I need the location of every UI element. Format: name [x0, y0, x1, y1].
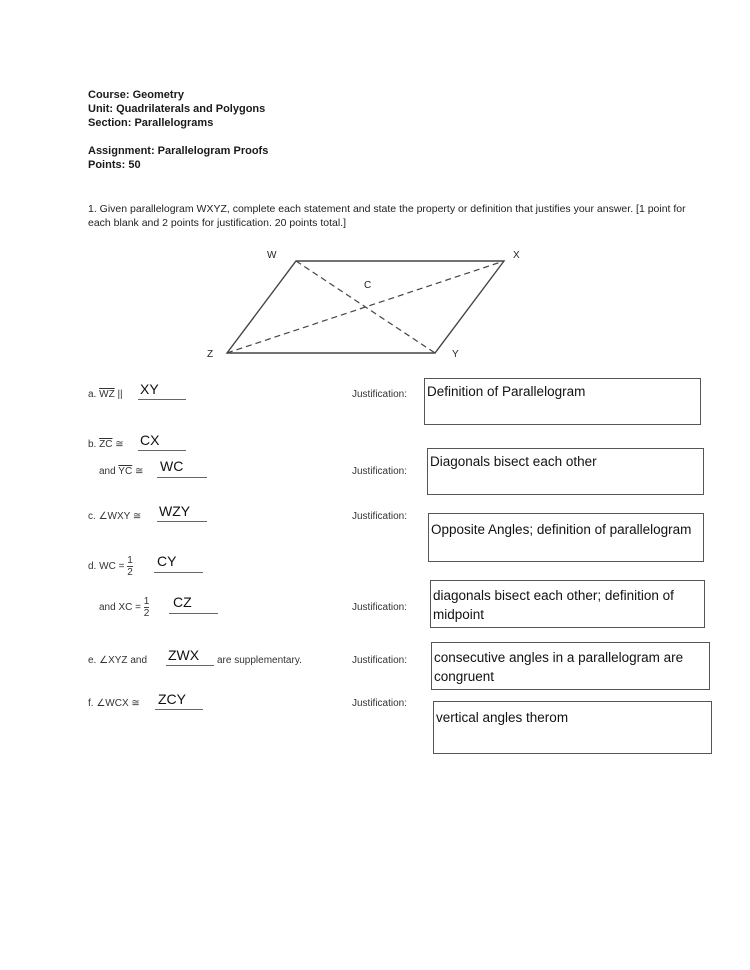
segment-expression: XC = [118, 602, 141, 614]
center-label-c: C [364, 280, 372, 291]
justification-box-b[interactable]: Diagonals bisect each other [427, 448, 704, 495]
one-half-fraction [144, 596, 150, 619]
justification-label-a: Justification: [352, 389, 408, 400]
item-d-answer-1[interactable]: CY [157, 553, 177, 569]
congruent-symbol: ≅ [134, 466, 144, 477]
course-line: Course: Geometry [88, 89, 184, 101]
vertex-label-x: X [513, 250, 520, 261]
item-b-blank-2 [157, 477, 207, 478]
item-c-answer[interactable]: WZY [159, 503, 191, 519]
item-d-blank-2 [169, 613, 218, 614]
item-b-statement-1 [88, 439, 124, 450]
parallelogram-diagram [0, 0, 750, 400]
justification-box-c[interactable]: Opposite Angles; definition of parallelogram [428, 513, 704, 562]
parallel-symbol: || [117, 389, 123, 400]
item-e-answer[interactable]: ZWX [168, 647, 200, 663]
item-letter: c. [88, 511, 96, 522]
justification-label-d: Justification: [352, 602, 408, 613]
numerator: 1 [143, 596, 150, 607]
assignment-line: Assignment: Parallelogram Proofs [88, 145, 269, 157]
vertex-label-y: Y [452, 349, 459, 360]
denominator: 2 [143, 608, 150, 619]
item-letter: f. [88, 698, 94, 709]
item-b-answer-1[interactable]: CX [140, 432, 160, 448]
item-f-blank [155, 709, 203, 710]
points-line: Points: 50 [88, 159, 141, 171]
item-letter: d. [88, 561, 97, 573]
segment-label: $\overline{WZ}$ [99, 389, 115, 400]
segment-expression: WC = [99, 561, 125, 573]
angle-expression: ∠XYZ and [99, 655, 148, 666]
item-e-blank [166, 665, 214, 666]
one-half-fraction [127, 555, 133, 578]
item-c-blank [157, 521, 207, 522]
item-a-answer[interactable]: XY [140, 381, 159, 397]
justification-label-c: Justification: [352, 511, 408, 522]
item-f-statement [88, 698, 140, 709]
question-text: 1. Given parallelogram WXYZ, complete each statement and state the property or definition that justifies your answer. [1 point for each blank and 2 points for justification. 20 points total.] [88, 203, 686, 229]
item-e-statement [88, 655, 147, 666]
vertex-label-w: W [267, 250, 277, 261]
vertex-label-z: Z [207, 349, 214, 360]
item-a-blank [138, 399, 186, 400]
and-label: and [99, 602, 116, 614]
denominator: 2 [127, 567, 133, 578]
angle-expression: ∠WXY ≅ [98, 511, 142, 522]
item-b-answer-2[interactable]: WC [160, 458, 184, 474]
item-letter: a. [88, 389, 97, 400]
item-d-answer-2[interactable]: CZ [173, 594, 192, 610]
unit-line: Unit: Quadrilaterals and Polygons [88, 103, 266, 115]
segment-label: $\overline{YC}$ [118, 466, 133, 477]
justification-label-f: Justification: [352, 698, 408, 709]
justification-box-a[interactable]: Definition of Parallelogram [424, 378, 701, 425]
item-letter: b. [88, 439, 97, 450]
numerator: 1 [127, 555, 133, 566]
item-d-statement-1 [88, 555, 133, 578]
section-line: Section: Parallelograms [88, 117, 214, 129]
item-d-blank-1 [154, 572, 203, 573]
item-letter: e. [88, 655, 97, 666]
angle-expression: ∠WCX ≅ [96, 698, 140, 709]
item-b-statement-2 [99, 466, 143, 477]
justification-label-e: Justification: [352, 655, 408, 666]
item-b-blank-1 [138, 450, 186, 451]
item-c-statement [88, 511, 141, 522]
item-a-statement [88, 389, 123, 400]
congruent-symbol: ≅ [115, 439, 124, 450]
justification-label-b: Justification: [352, 466, 408, 477]
justification-box-e[interactable]: consecutive angles in a parallelogram are congruent [431, 642, 710, 690]
justification-box-d[interactable]: diagonals bisect each other; definition of midpoint [430, 580, 705, 628]
item-e-suffix: are supplementary. [217, 655, 302, 666]
item-d-statement-2 [99, 596, 149, 619]
segment-label: $\overline{ZC}$ [99, 439, 113, 450]
justification-box-f[interactable]: vertical angles therom [433, 701, 712, 754]
and-label: and [99, 466, 116, 477]
item-f-answer[interactable]: ZCY [158, 691, 186, 707]
